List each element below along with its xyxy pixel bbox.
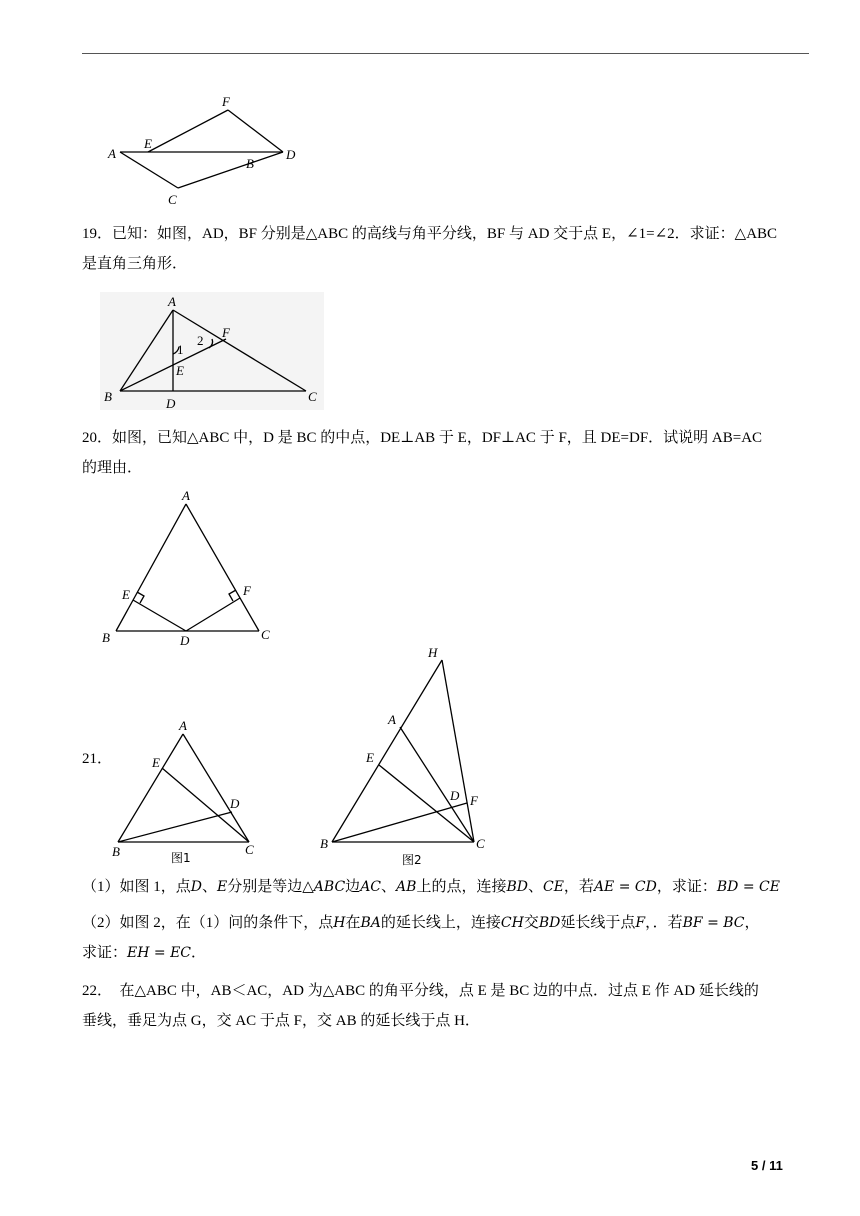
label-h: H: [428, 645, 438, 660]
label-b: B: [320, 836, 328, 851]
question-21-part2-line1: （2）如图 2，在（1）问的条件下，点H在BA的延长线上，连接CH交BD延长线于点F，．若BF = BC，: [82, 915, 760, 931]
question-21-part1: （1）如图 1，点D、E分别是等边△ABC边AC、AB上的点，连接BD、CE，若AE = CD，求证：BD = CE: [82, 879, 780, 895]
label-d: D: [180, 633, 190, 648]
label-e: E: [122, 587, 130, 602]
question-21-part2-line2: 求证：EH = EC．: [82, 945, 207, 961]
label-b: B: [104, 389, 112, 404]
label-f: F: [470, 793, 478, 808]
label-b: B: [246, 156, 254, 171]
label-d: D: [166, 396, 176, 411]
question-22-line1: 22． 在△ABC 中，AB＜AC，AD 为△ABC 的角平分线，点 E 是 BC 边的中点．过点 E 作 AD 延长线的: [82, 983, 759, 999]
question-19: [82, 219, 812, 279]
figure-q19: [98, 290, 338, 417]
figure-q21-2: [316, 642, 496, 873]
figure-q21-1-diagram: [108, 714, 268, 866]
question-20-line1: 20．如图，已知△ABC 中，D 是 BC 的中点，DE⊥AB 于 E，DF⊥AC 于 F，且 DE=DF．试说明 AB=AC: [82, 430, 763, 446]
label-e: E: [366, 750, 374, 765]
page-number: 5 / 11: [751, 1158, 783, 1173]
label-d: D: [450, 788, 460, 803]
figure-q21-2-diagram: [316, 642, 496, 868]
label-c: C: [245, 842, 254, 857]
question-20-line2: 的理由．: [82, 460, 143, 476]
label-a: A: [168, 294, 176, 309]
question-21-part2: [82, 908, 812, 968]
label-c: C: [476, 836, 485, 851]
figure-q21-1: [108, 714, 268, 871]
label-d: D: [230, 796, 240, 811]
label-a: A: [108, 146, 116, 161]
label-e: E: [152, 755, 160, 770]
question-20: [82, 423, 812, 483]
question-19-line1: 19．已知：如图，AD，BF 分别是△ABC 的高线与角平分线，BF 与 AD 交于点 E，∠1=∠2．求证：△ABC: [82, 226, 778, 242]
question-19-line2: 是直角三角形．: [82, 256, 188, 272]
label-c: C: [168, 192, 177, 207]
figure-q18: [100, 90, 320, 215]
question-22-line2: 垂线，垂足为点 G，交 AC 于点 F，交 AB 的延长线于点 H．: [82, 1013, 480, 1029]
label-e: E: [176, 363, 184, 378]
label-d: D: [286, 147, 296, 162]
label-a: A: [388, 712, 396, 727]
label-b: B: [102, 630, 110, 645]
figure-caption-2: 图2: [402, 853, 422, 867]
question-22: [82, 976, 812, 1036]
figure-q20: [98, 486, 288, 653]
figure-caption-1: 图1: [171, 851, 191, 865]
angle-1-label: 1: [177, 342, 184, 357]
figure-q19-diagram: [98, 290, 338, 412]
label-a: A: [179, 718, 187, 733]
label-c: C: [308, 389, 317, 404]
label-c: C: [261, 627, 270, 642]
angle-2-label: 2: [197, 333, 204, 348]
question-21-number: 21．: [82, 751, 113, 767]
label-a: A: [182, 488, 190, 503]
label-f: F: [222, 325, 230, 340]
figure-q20-diagram: [98, 486, 288, 648]
header-rule: [82, 53, 809, 54]
label-f: F: [243, 583, 251, 598]
label-b: B: [112, 844, 120, 859]
figure-q18-diagram: [100, 90, 320, 210]
label-f: F: [222, 94, 230, 109]
label-e: E: [144, 136, 152, 151]
